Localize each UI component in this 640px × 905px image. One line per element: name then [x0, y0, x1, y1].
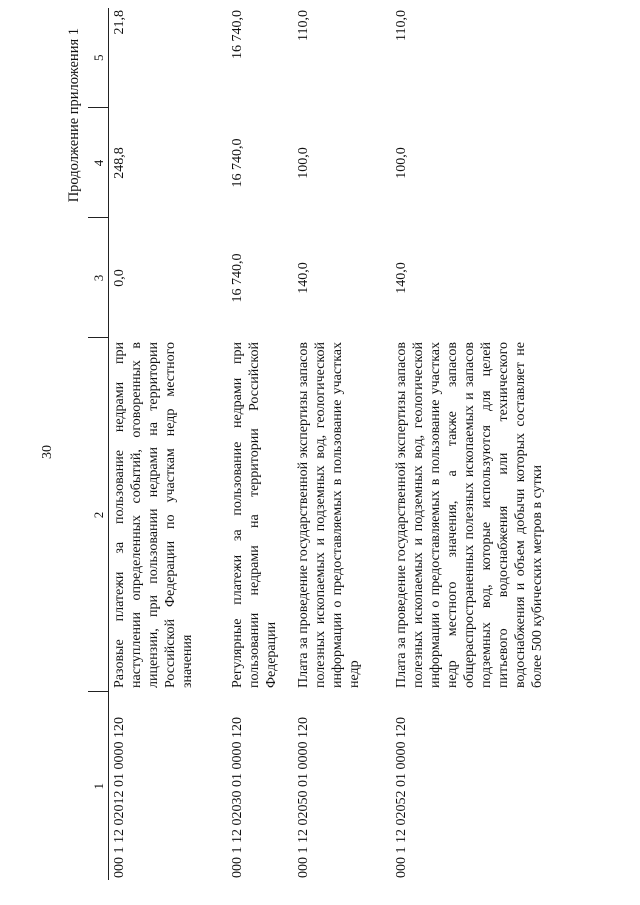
page-number: 30: [40, 445, 55, 459]
value-col-3: 0,0: [112, 269, 127, 287]
value-col-4: 100,0: [295, 147, 311, 179]
revenue-description: Регулярные платежи за пользование недрами при пользовании недрами на территории Российской Федерации: [229, 342, 279, 688]
continuation-label: Продолжение приложения 1: [66, 28, 82, 203]
header-col-3: 3: [88, 218, 109, 338]
value-col-5: 110,0: [295, 10, 311, 41]
header-col-5: 5: [88, 8, 109, 108]
table-header-row: [88, 8, 109, 880]
revenue-description: Плата за проведение государственной экспертизы запасов полезных ископаемых и подземных вод, геологической информации о предоставляемых в пользование участках недр: [295, 342, 362, 688]
value-col-4: 248,8: [112, 147, 127, 179]
value-col-4: 16 740,0: [229, 138, 245, 188]
value-col-5: 16 740,0: [229, 10, 245, 59]
budget-code: 000 1 12 02052 01 0000 120: [393, 717, 409, 878]
header-col-1: 1: [88, 692, 109, 880]
budget-code: 000 1 12 02012 01 0000 120: [112, 717, 127, 878]
revenue-description: Разовые платежи за пользование недрами при наступлении определенных событий, оговоренных в лицензии, при пользовании недрами на территории Российской Федерации по участкам недр местного значения: [112, 342, 195, 688]
table-row: [109, 8, 227, 880]
value-col-3: 140,0: [393, 262, 409, 294]
value-col-4: 100,0: [393, 147, 409, 179]
table-row: [227, 8, 293, 880]
budget-code: 000 1 12 02030 01 0000 120: [229, 717, 245, 878]
value-col-3: 140,0: [295, 262, 311, 294]
revenue-table: [88, 8, 591, 880]
rotated-page-content: [66, 8, 606, 880]
table-row: [293, 8, 391, 880]
value-col-5: 21,8: [112, 10, 127, 35]
budget-code: 000 1 12 02050 01 0000 120: [295, 717, 311, 878]
header-col-4: 4: [88, 108, 109, 218]
value-col-3: 16 740,0: [229, 253, 245, 303]
table-row: [391, 8, 591, 880]
header-col-2: 2: [88, 338, 109, 692]
value-col-5: 110,0: [393, 10, 409, 41]
revenue-description: Плата за проведение государственной экспертизы запасов полезных ископаемых и подземных вод, геологической информации о предоставляемых в пользование участках недр местного значения, а также запасов общераспространенных полезных ископаемых и запасов подземных вод, которые используются для целей питьевого водоснабжения или технического водоснабжения и объем добычи которых составляет не более 500 кубических метров в сутки: [393, 342, 545, 688]
